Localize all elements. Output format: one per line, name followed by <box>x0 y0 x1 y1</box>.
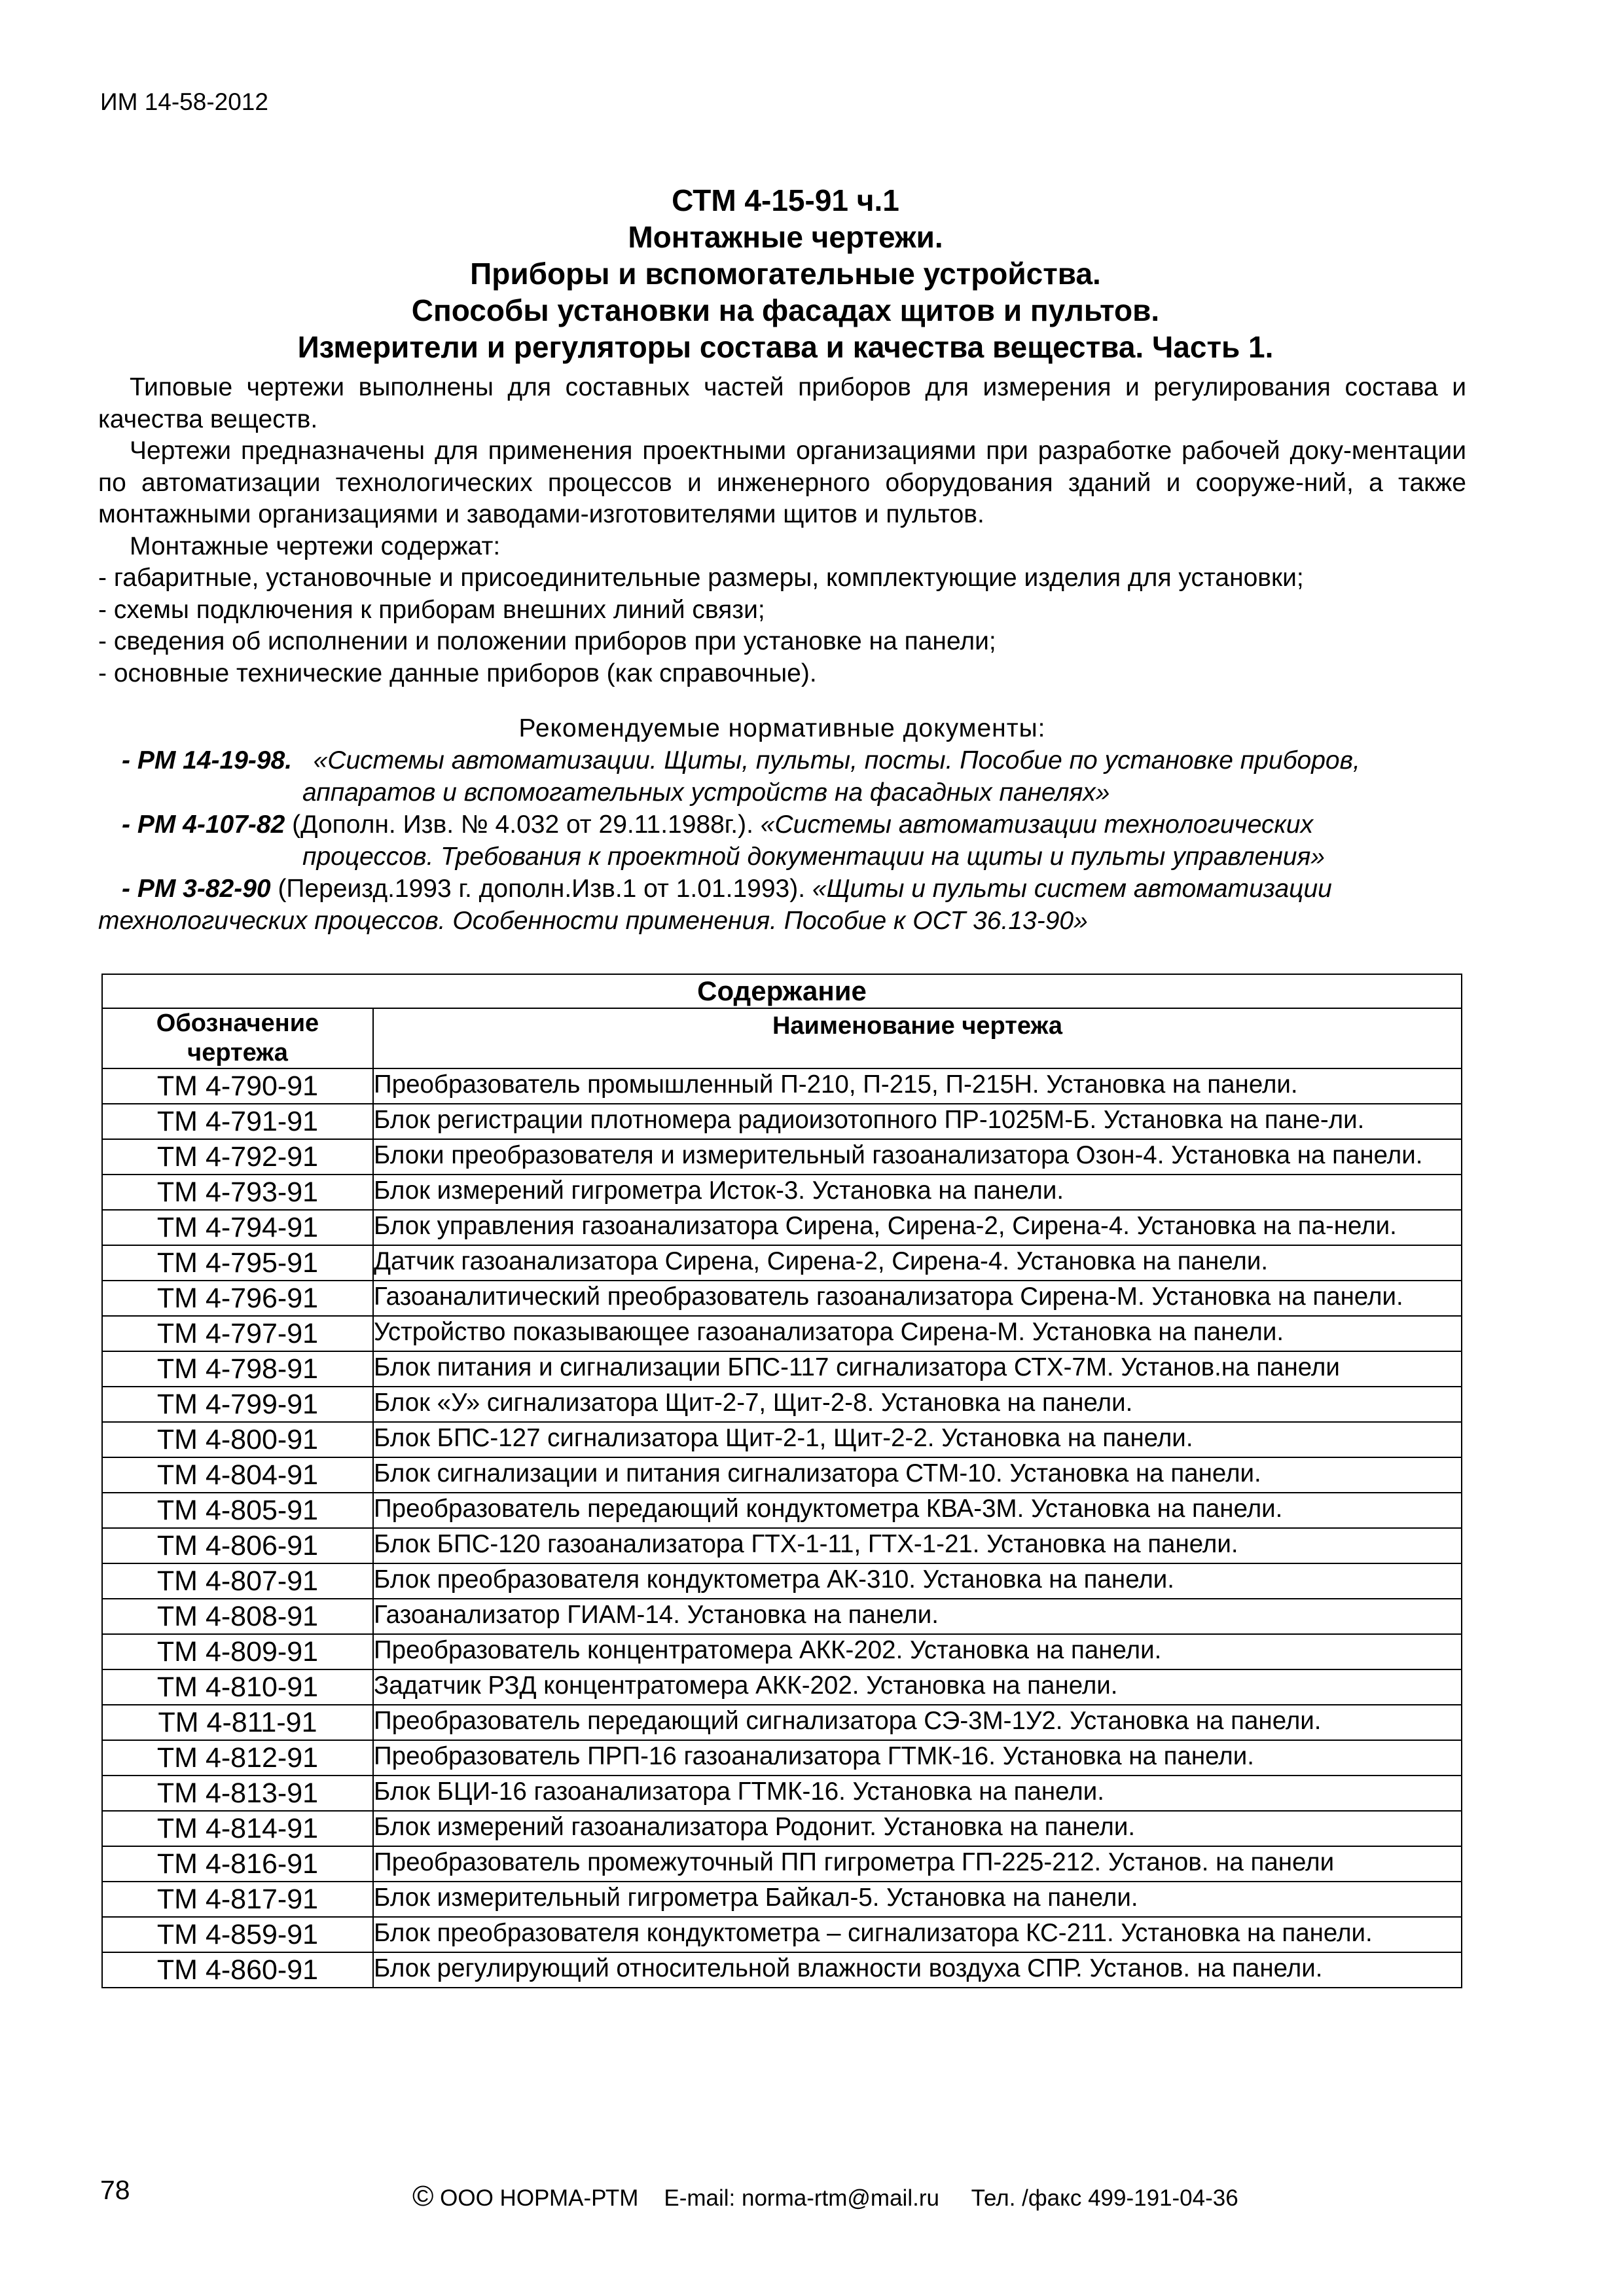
column-header-designation: Обозначение чертежа <box>102 1008 373 1068</box>
drawing-name-cell: Блок питания и сигнализации БПС-117 сигнализатора СТХ-7М. Установ.на панели <box>373 1351 1462 1387</box>
drawing-name-cell: Преобразователь передающий сигнализатора СЭ-3М-1У2. Установка на панели. <box>373 1705 1462 1740</box>
reference-1-text: «Системы автоматизации. Щиты, пульты, посты. Пособие по установке приборов, <box>313 746 1360 774</box>
intro-paragraph-1: Типовые чертежи выполнены для составных частей приборов для измерения и регулирования состава и качества веществ. <box>98 373 1466 433</box>
title-line-1: СТМ 4-15-91 ч.1 <box>672 183 899 217</box>
drawing-code-cell: ТМ 4-859-91 <box>102 1917 373 1952</box>
reference-3-continuation: технологических процессов. Особенности применения. Пособие к ОСТ 36.13-90» <box>98 907 1088 935</box>
table-row <box>102 1599 1462 1634</box>
drawing-name-cell: Преобразователь ПРП-16 газоанализатора ГТМК-16. Установка на панели. <box>373 1740 1462 1776</box>
drawing-name-cell: Блок измерений газоанализатора Родонит. Установка на панели. <box>373 1811 1462 1846</box>
drawing-code-cell: ТМ 4-817-91 <box>102 1882 373 1917</box>
table-row <box>102 1634 1462 1669</box>
table-row <box>102 1528 1462 1563</box>
table-row <box>102 1457 1462 1493</box>
table-row <box>102 1139 1462 1175</box>
reference-3-text: «Щиты и пульты систем автоматизации <box>812 875 1332 903</box>
drawing-code-cell: ТМ 4-794-91 <box>102 1210 373 1245</box>
drawing-code-cell: ТМ 4-804-91 <box>102 1457 373 1493</box>
table-row <box>102 1563 1462 1599</box>
drawing-name-cell: Преобразователь промежуточный ПП гигрометра ГП-225-212. Установ. на панели <box>373 1846 1462 1882</box>
title-line-4: Способы установки на фасадах щитов и пультов. <box>411 293 1160 327</box>
drawing-code-cell: ТМ 4-799-91 <box>102 1387 373 1422</box>
title-line-5: Измерители и регуляторы состава и качества вещества. Часть 1. <box>297 330 1274 364</box>
drawing-name-cell: Блок регистрации плотномера радиоизотопного ПР-1025М-Б. Установка на пане-ли. <box>373 1104 1462 1139</box>
drawing-code-cell: ТМ 4-795-91 <box>102 1245 373 1281</box>
table-row <box>102 1387 1462 1422</box>
drawing-code-cell: ТМ 4-813-91 <box>102 1776 373 1811</box>
table-row <box>102 1846 1462 1882</box>
drawing-name-cell: Блок управления газоанализатора Сирена, Сирена-2, Сирена-4. Установка на па-нели. <box>373 1210 1462 1245</box>
intro-paragraph-2: Чертежи предназначены для применения проектными организациями при разработке рабочей доку-ментации по автоматизации технологических процессов и инженерного оборудования зданий и сооруже-ний, а также монтажными организациями и заводами-изготовителями щитов и пультов. <box>98 437 1466 528</box>
drawing-name-cell: Преобразователь концентратомера АКК-202. Установка на панели. <box>373 1634 1462 1669</box>
reference-3 <box>98 873 1466 905</box>
intro-paragraph-3: Монтажные чертежи содержат: <box>130 532 501 560</box>
drawing-name-cell: Блок БЦИ-16 газоанализатора ГТМК-16. Установка на панели. <box>373 1776 1462 1811</box>
drawing-name-cell: Блок преобразователя кондуктометра – сигнализатора КС-211. Установка на панели. <box>373 1917 1462 1952</box>
contents-caption-row <box>102 974 1462 1008</box>
drawing-name-cell: Блок сигнализации и питания сигнализатора СТМ-10. Установка на панели. <box>373 1457 1462 1493</box>
table-row <box>102 1281 1462 1316</box>
drawing-name-cell: Преобразователь передающий кондуктометра КВА-3М. Установка на панели. <box>373 1493 1462 1528</box>
contents-body <box>102 1068 1462 1988</box>
footer-copyright <box>412 2180 1238 2213</box>
table-row <box>102 1882 1462 1917</box>
reference-2-code: - РМ 4-107-82 <box>122 811 285 839</box>
reference-2 <box>98 809 1466 841</box>
contents-caption: Содержание <box>102 974 1462 1008</box>
copyright-icon: © <box>412 2180 434 2212</box>
column-header-name: Наименование чертежа <box>373 1008 1462 1068</box>
table-row <box>102 1705 1462 1740</box>
reference-1-continuation: аппаратов и вспомогательных устройств на фасадных панелях» <box>302 778 1110 807</box>
footer-company: ООО НОРМА-РТМ <box>440 2185 639 2211</box>
drawing-code-cell: ТМ 4-796-91 <box>102 1281 373 1316</box>
table-row <box>102 1669 1462 1705</box>
page-number: 78 <box>100 2175 130 2205</box>
reference-1 <box>98 744 1466 776</box>
drawing-code-cell: ТМ 4-790-91 <box>102 1068 373 1104</box>
document-code: ИМ 14-58-2012 <box>100 88 268 115</box>
references-section <box>98 712 1466 937</box>
table-row <box>102 1740 1462 1776</box>
intro-list-item: - основные технические данные приборов (как справочные). <box>98 659 817 687</box>
drawing-name-cell: Блок измерительный гигрометра Байкал-5. Установка на панели. <box>373 1882 1462 1917</box>
intro-list-item: - габаритные, установочные и присоединительные размеры, комплектующие изделия для установки; <box>98 564 1304 592</box>
drawing-name-cell: Блок БПС-120 газоанализатора ГТХ-1-11, ГТХ-1-21. Установка на панели. <box>373 1528 1462 1563</box>
drawing-code-cell: ТМ 4-791-91 <box>102 1104 373 1139</box>
references-heading: Рекомендуемые нормативные документы: <box>518 714 1046 742</box>
table-row <box>102 1811 1462 1846</box>
table-row <box>102 1210 1462 1245</box>
footer-phone: Тел. /факс 499-191-04-36 <box>971 2185 1238 2211</box>
drawing-code-cell: ТМ 4-805-91 <box>102 1493 373 1528</box>
drawing-code-cell: ТМ 4-797-91 <box>102 1316 373 1351</box>
drawing-code-cell: ТМ 4-814-91 <box>102 1811 373 1846</box>
drawing-code-cell: ТМ 4-807-91 <box>102 1563 373 1599</box>
table-row <box>102 1245 1462 1281</box>
table-row <box>102 1493 1462 1528</box>
drawing-name-cell: Устройство показывающее газоанализатора Сирена-М. Установка на панели. <box>373 1316 1462 1351</box>
title-line-2: Монтажные чертежи. <box>628 220 943 254</box>
table-row <box>102 1422 1462 1457</box>
intro-list-item: - сведения об исполнении и положении приборов при установке на панели; <box>98 627 996 655</box>
contents-table <box>101 974 1462 1988</box>
reference-2-note: (Дополн. Изв. № 4.032 от 29.11.1988г.). <box>292 811 753 839</box>
drawing-code-cell: ТМ 4-808-91 <box>102 1599 373 1634</box>
table-row <box>102 1917 1462 1952</box>
drawing-name-cell: Газоанализатор ГИАМ-14. Установка на панели. <box>373 1599 1462 1634</box>
drawing-name-cell: Задатчик РЗД концентратомера АКК-202. Установка на панели. <box>373 1669 1462 1705</box>
drawing-name-cell: Датчик газоанализатора Сирена, Сирена-2, Сирена-4. Установка на панели. <box>373 1245 1462 1281</box>
table-row <box>102 1068 1462 1104</box>
title-block <box>98 182 1473 365</box>
table-row <box>102 1175 1462 1210</box>
reference-3-code: - РМ 3-82-90 <box>122 875 271 903</box>
drawing-name-cell: Блок измерений гигрометра Исток-3. Установка на панели. <box>373 1175 1462 1210</box>
drawing-name-cell: Газоаналитический преобразователь газоанализатора Сирена-М. Установка на панели. <box>373 1281 1462 1316</box>
drawing-code-cell: ТМ 4-806-91 <box>102 1528 373 1563</box>
table-row <box>102 1776 1462 1811</box>
intro-list-item: - схемы подключения к приборам внешних линий связи; <box>98 595 765 624</box>
drawing-code-cell: ТМ 4-798-91 <box>102 1351 373 1387</box>
drawing-code-cell: ТМ 4-800-91 <box>102 1422 373 1457</box>
drawing-code-cell: ТМ 4-809-91 <box>102 1634 373 1669</box>
table-row <box>102 1351 1462 1387</box>
drawing-name-cell: Блок «У» сигнализатора Щит-2-7, Щит-2-8. Установка на панели. <box>373 1387 1462 1422</box>
drawing-name-cell: Блок БПС-127 сигнализатора Щит-2-1, Щит-2-2. Установка на панели. <box>373 1422 1462 1457</box>
table-row <box>102 1316 1462 1351</box>
drawing-code-cell: ТМ 4-792-91 <box>102 1139 373 1175</box>
reference-2-continuation: процессов. Требования к проектной документации на щиты и пульты управления» <box>302 843 1325 871</box>
footer-email: E-mail: norma-rtm@mail.ru <box>664 2185 939 2211</box>
drawing-code-cell: ТМ 4-811-91 <box>102 1705 373 1740</box>
reference-3-note: (Переизд.1993 г. дополн.Изв.1 от 1.01.1993). <box>278 875 806 903</box>
drawing-code-cell: ТМ 4-816-91 <box>102 1846 373 1882</box>
reference-1-code: - РМ 14-19-98. <box>122 746 293 774</box>
drawing-name-cell: Блок преобразователя кондуктометра АК-310. Установка на панели. <box>373 1563 1462 1599</box>
drawing-code-cell: ТМ 4-812-91 <box>102 1740 373 1776</box>
drawing-name-cell: Блок регулирующий относительной влажности воздуха СПР. Установ. на панели. <box>373 1952 1462 1988</box>
table-row <box>102 1952 1462 1988</box>
intro-section <box>98 372 1466 689</box>
drawing-name-cell: Преобразователь промышленный П-210, П-215, П-215Н. Установка на панели. <box>373 1068 1462 1104</box>
table-row <box>102 1104 1462 1139</box>
reference-2-text: «Системы автоматизации технологических <box>760 811 1314 839</box>
title-line-3: Приборы и вспомогательные устройства. <box>470 257 1101 291</box>
drawing-code-cell: ТМ 4-860-91 <box>102 1952 373 1988</box>
contents-header-row <box>102 1008 1462 1068</box>
drawing-code-cell: ТМ 4-793-91 <box>102 1175 373 1210</box>
drawing-code-cell: ТМ 4-810-91 <box>102 1669 373 1705</box>
drawing-name-cell: Блоки преобразователя и измерительный газоанализатора Озон-4. Установка на панели. <box>373 1139 1462 1175</box>
